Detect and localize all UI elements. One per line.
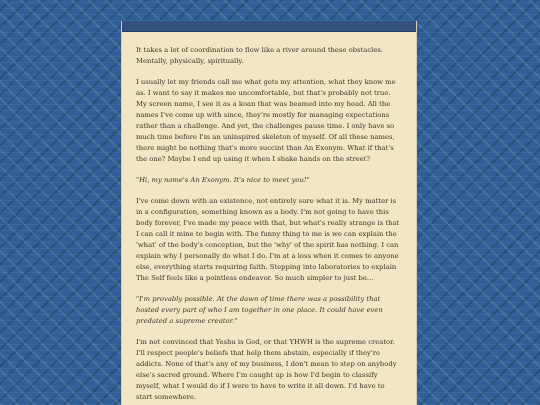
quote-paragraph: "Hi, my name's An Exonym. It's nice to meet you!" xyxy=(136,176,310,184)
post-body xyxy=(122,32,416,403)
paragraph: I usually let my friends call me what gets my attention, what they know me as. I want to say it makes me uncomfortable, but that's probably not true. My screen name, I see it as a koan that was beamed into my head. All the names I've come up with since, they're mostly for managing expectations rather than a challenge. And yet, the challenges pause time. I only have so much time before I'm an uninspired skeleton of myself. Of all these names, there might be nothing that's more succint than An Exonym. What if that's the one? Maybe I end up using it when I shake hands on the street? xyxy=(136,78,396,163)
post-container xyxy=(121,21,417,405)
paragraph: I've come down with an existence, not entirely sure what it is. My matter is in a configuration, something known as a body. I'm not going to have this body forever, I've made my peace with that, but what's really strange is that I can call it mine to begin with. The funny thing to me is we can explain the 'what' of the body's conception, but the 'why' of the spirit has nothing. I can explain why I personally do what I do. I'm at a loss when it comes to anyone else, everything starts requiring faith. Stepping into laboratories to explain The Self feels like a pointless endeavor. So much simpler to just be... xyxy=(136,197,400,282)
quote-paragraph: "I'm provably possible. At the dawn of time there was a possibility that hosted every part of who I am together in one place. It could have even predated a supreme creator." xyxy=(136,295,383,325)
paragraph: It takes a lot of coordination to flow like a river around these obstacles. Mentally, physically, spiritually. xyxy=(136,46,383,65)
paragraph: I'm not convinced that Yeshu is God, or that YHWH is the supreme creator. I'll respect people's beliefs that help them abstain, especially if they're addicts. None of that's any of my business, I don't mean to step on anybody else's sacred ground. Where I'm caught up is how I'd begin to classify myself, what I would do if I were to have to write it all down. I'd have to start somewhere. xyxy=(136,338,397,401)
header-bar xyxy=(122,21,416,32)
